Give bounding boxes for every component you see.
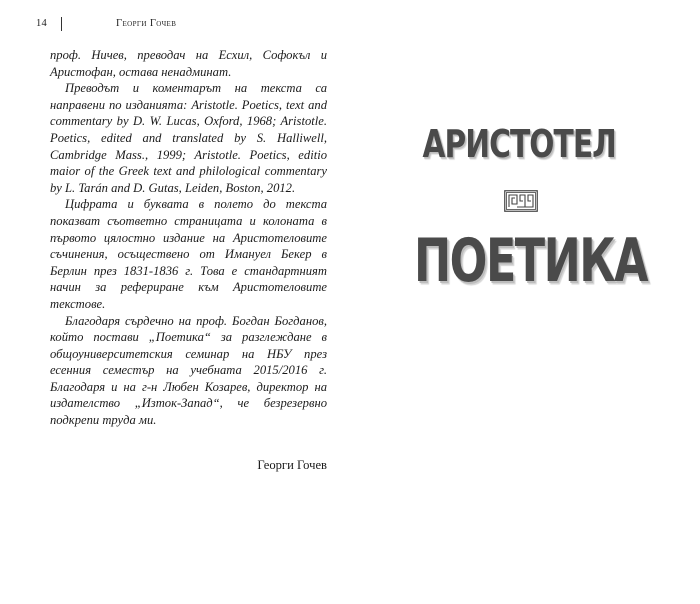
signature: Георги Гочев [257,458,327,472]
paragraph: проф. Ничев, преводач на Есхил, Софокъл и Аристофан, остава ненадминат. [50,48,327,79]
author-title: АРИСТОТЕЛ [422,122,616,166]
paragraph: Преводът и коментарът на текста са направени по изданията: Aristotle. Poetics, text and commentary by D. W. Lucas, Oxford, 1968; Aristotle. Poetics, edited and translated by S. Halliwell, Cambridge Mass., 1999; Aristotle. Poetics, editio maior of the Greek text and philological commentary by L. Tarán and D. Gutas, Leiden, Boston, 2012. [50,81,327,195]
paragraph: Цифрата и буквата в полето до текста показват съответно страницата и колоната в първото цялостно издание на Аристотеловите съчинения, осъществено от Имануел Бекер в Берлин през 1831-1836 г. Това е стандартният начин за рефериране към Аристотеловите текстове. [50,197,327,311]
right-page [360,0,700,604]
page-number: 14 [36,18,48,29]
work-title: ПОЕТИКА [414,226,647,296]
running-head [36,16,326,36]
body-text [50,47,327,429]
greek-key-ornament-icon [504,190,538,212]
running-head-rule [61,17,62,31]
running-head-author: Георги Гочев [116,18,177,29]
paragraph: Благодаря сърдечно на проф. Богдан Богданов, който постави „Поетика“ за разглеждане в общоуниверситетския семинар на НБУ през есенния семестър на учебната 2015/2016 г. Благодаря и на г-н Любен Козарев, директор на издателство „Изток-Запад“, че безрезервно подкрепи труда ми. [50,313,327,428]
